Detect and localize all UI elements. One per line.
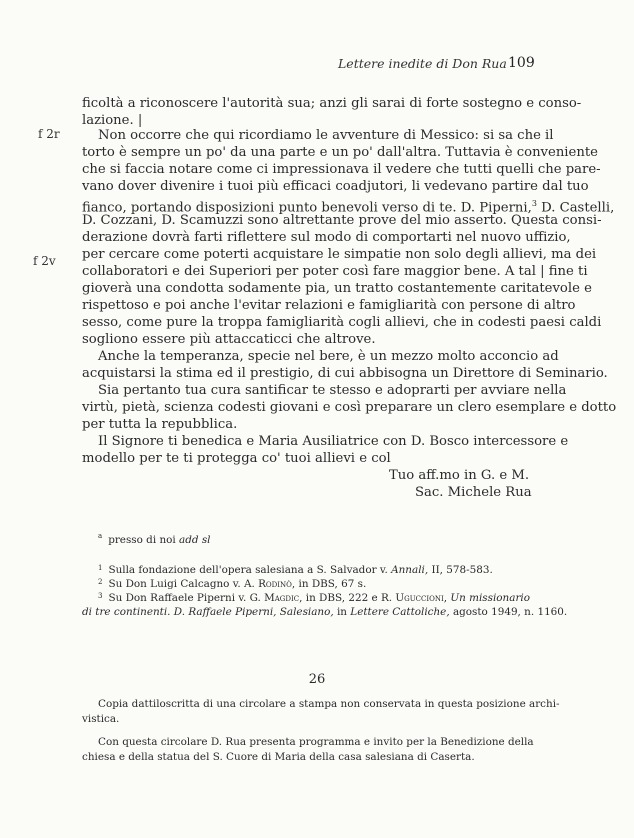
body-line: derazione dovrà farti riflettere sul modo di comportarti nel nuovo uffizio,: [82, 230, 571, 245]
body-line: acquistarsi la stima ed il prestigio, di cui abbisogna un Direttore di Seminario.: [82, 366, 608, 381]
footnote-ref: 3: [531, 199, 537, 208]
footnote-text: Lettere Cattoliche,: [350, 606, 450, 618]
body-line: sesso, come pure la troppa famigliarità cogli allievi, che in codesti paesi caldi: [82, 315, 602, 330]
footnote-text: Rodinò,: [258, 578, 296, 590]
body-line-text: fianco, portando disposizioni punto benevoli verso di te. D. Piperni,: [82, 200, 532, 216]
signature-closing: Tuo aff.mo in G. e M.: [389, 468, 530, 483]
body-line: Sia pertanto tua cura santificar te stesso e adoprarti per avviare nella: [98, 383, 567, 398]
apparatus-mark: a: [98, 532, 103, 540]
running-title: Lettere inedite di Don Rua: [338, 56, 507, 71]
body-line: Il Signore ti benedica e Maria Ausiliatrice con D. Bosco intercessore e: [98, 434, 569, 449]
summary-line: Con questa circolare D. Rua presenta programma e invito per la Benedizione della: [98, 736, 534, 748]
body-line: per tutta la repubblica.: [82, 417, 238, 432]
footnote-text: Su Don Raffaele Piperni v. G.: [108, 592, 265, 604]
body-line: lazione. |: [82, 113, 143, 128]
footnote-text: Uguccioni,: [395, 592, 448, 604]
margin-note-f2v: f 2v: [33, 254, 56, 268]
summary-line: chiesa e della statua del S. Cuore di Maria della casa salesiana di Caserta.: [82, 751, 475, 763]
body-line: ficoltà a riconoscere l'autorità sua; anzi gli sarai di forte sostegno e conso-: [82, 96, 582, 111]
page-number: 109: [508, 55, 535, 71]
critical-apparatus: [98, 534, 211, 546]
body-line: Anche la temperanza, specie nel bere, è un mezzo molto acconcio ad: [98, 349, 559, 364]
footnote: [98, 577, 528, 591]
footnote-text: Su Don Luigi Calcagno v. A.: [108, 578, 259, 590]
footnote-text: in DBS, 222 e R.: [302, 592, 396, 604]
body-line: sogliono essere più attaccaticci che altrove.: [82, 332, 376, 347]
body-line: per cercare come poterti acquistare le simpatie non solo degli allievi, ma dei: [82, 247, 597, 262]
footnote: [98, 591, 528, 605]
body-line: gioverà una condotta sodamente pia, un tratto costantemente caritatevole e: [82, 281, 592, 296]
footnote-text: in DBS, 67 s.: [295, 578, 367, 590]
footnote-mark: 3: [98, 592, 103, 600]
margin-note-f2r: f 2r: [38, 127, 60, 141]
footnote-text: in: [333, 606, 351, 618]
footnote-text: Annali,: [391, 564, 429, 576]
footnote: [98, 563, 528, 577]
footnote-continuation: [82, 605, 568, 619]
body-line: torto è sempre un po' da una parte e un po' dall'altra. Tuttavia è conveniente: [82, 145, 598, 160]
summary-line: Copia dattiloscritta di una circolare a stampa non conservata in questa posizione archi-: [98, 698, 560, 710]
footnote-text: Un missionario: [447, 592, 530, 604]
footnote-text: di tre continenti. D. Raffaele Piperni, Salesiano,: [82, 606, 334, 618]
footnote-text: Sulla fondazione dell'opera salesiana a S. Salvador v.: [108, 564, 392, 576]
footnote-mark: 2: [98, 578, 103, 586]
summary-line: vistica.: [82, 713, 120, 725]
apparatus-text: presso di noi: [108, 534, 176, 546]
body-line: modello per te ti protegga co' tuoi allievi e col: [82, 451, 391, 466]
body-line: Non occorre che qui ricordiamo le avventure di Messico: si sa che il: [98, 128, 554, 143]
body-line: vano dover divenire i tuoi più efficaci coadjutori, li vedevano partire dal tuo: [82, 179, 589, 194]
document-number: 26: [308, 672, 326, 687]
body-line: che si faccia notare come ci impressionava il vedere che tutti quelli che pare-: [82, 162, 601, 177]
body-line-text: D. Castelli,: [536, 200, 615, 216]
footnote-text: Magdic,: [264, 592, 303, 604]
body-line: virtù, pietà, scienza codesti giovani e così preparare un clero esemplare e dotto: [82, 400, 617, 415]
body-line: rispettoso e poi anche l'evitar relazioni e famigliarità con persone di altro: [82, 298, 576, 313]
footnote-mark: 1: [98, 564, 103, 572]
body-line: D. Cozzani, D. Scamuzzi sono altrettante prove del mio asserto. Questa consi-: [82, 213, 602, 228]
footnote-text: agosto 1949, n. 1160.: [449, 606, 568, 618]
footnote-text: II, 578-583.: [428, 564, 493, 576]
signature-name: Sac. Michele Rua: [415, 485, 532, 500]
apparatus-note: add sl: [179, 534, 211, 546]
body-line: collaboratori e dei Superiori per poter così fare maggior bene. A tal | fine ti: [82, 264, 588, 279]
